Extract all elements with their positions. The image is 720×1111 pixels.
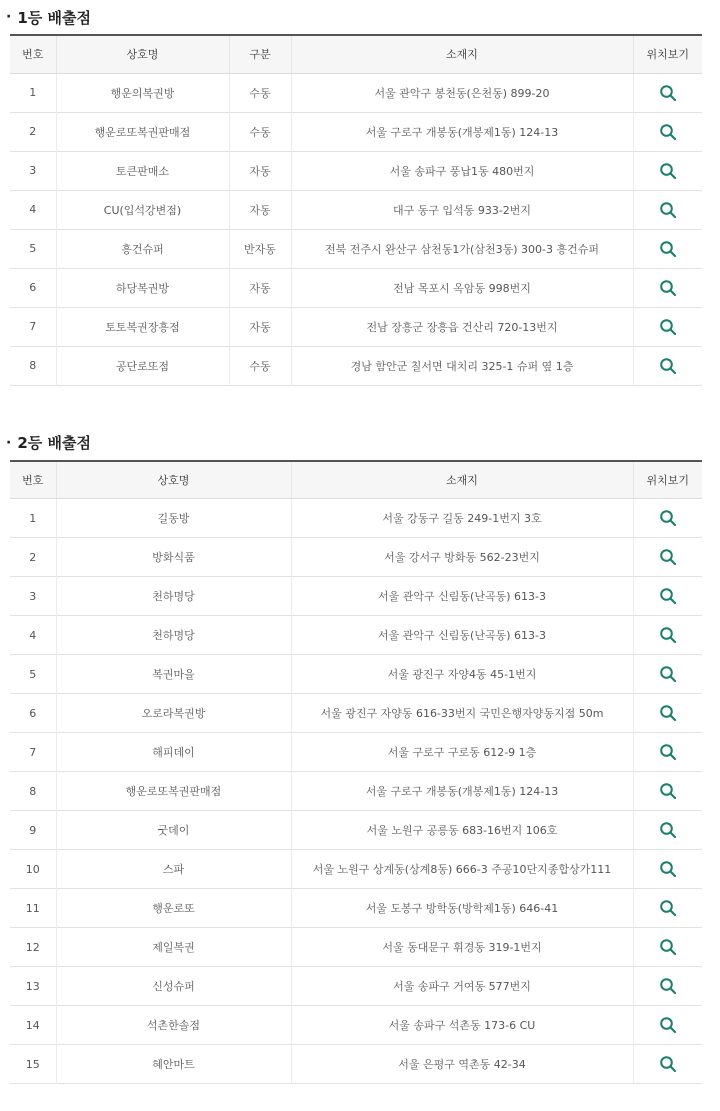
table-row xyxy=(10,967,702,1006)
cell-store-name: 공단로또점 xyxy=(56,346,229,385)
table-row xyxy=(10,616,702,655)
magnifier-icon[interactable] xyxy=(659,782,677,800)
cell-type: 자동 xyxy=(229,151,291,190)
header-location: 위치보기 xyxy=(633,35,702,73)
location-cell[interactable] xyxy=(633,538,702,577)
location-cell[interactable] xyxy=(633,151,702,190)
section-title-text: 2등 배출점 xyxy=(17,434,91,452)
cell-type: 자동 xyxy=(229,268,291,307)
table-row xyxy=(10,811,702,850)
cell-address: 서울 구로구 개봉동(개봉제1동) 124-13 xyxy=(291,112,633,151)
header-address: 소재지 xyxy=(291,461,633,499)
cell-store-name: 토큰판매소 xyxy=(56,151,229,190)
cell-type: 자동 xyxy=(229,190,291,229)
table-row xyxy=(10,1006,702,1045)
cell-number: 1 xyxy=(29,511,37,525)
cell-store-name: 신성슈퍼 xyxy=(56,967,291,1006)
header-store-name: 상호명 xyxy=(56,35,229,73)
cell-number: 10 xyxy=(25,862,40,876)
cell-store-name: 석촌한솔점 xyxy=(56,1006,291,1045)
magnifier-icon[interactable] xyxy=(659,977,677,995)
magnifier-icon[interactable] xyxy=(659,665,677,683)
table-row xyxy=(10,772,702,811)
table-row xyxy=(10,1045,702,1084)
cell-number: 11 xyxy=(25,901,40,915)
cell-number: 6 xyxy=(29,706,37,720)
first-prize-section xyxy=(0,0,720,386)
cell-number: 13 xyxy=(25,979,40,993)
magnifier-icon[interactable] xyxy=(659,123,677,141)
bullet-dot: · xyxy=(6,9,12,25)
cell-store-name: CU(입석강변점) xyxy=(56,190,229,229)
section-title xyxy=(0,0,720,34)
cell-address: 전남 장흥군 장흥읍 건산리 720-13번지 xyxy=(291,307,633,346)
cell-number: 6 xyxy=(29,281,37,294)
cell-store-name: 오로라복권방 xyxy=(56,694,291,733)
cell-address: 서울 송파구 석촌동 173-6 CU xyxy=(291,1006,633,1045)
table-row xyxy=(10,499,702,538)
cell-store-name: 혜안마트 xyxy=(56,1045,291,1084)
cell-address: 서울 은평구 역촌동 42-34 xyxy=(291,1045,633,1084)
header-address: 소재지 xyxy=(291,35,633,73)
cell-address: 서울 구로구 구로동 612-9 1층 xyxy=(291,733,633,772)
location-cell[interactable] xyxy=(633,889,702,928)
header-location: 위치보기 xyxy=(633,461,702,499)
table-row xyxy=(10,538,702,577)
location-cell[interactable] xyxy=(633,112,702,151)
cell-number: 5 xyxy=(29,242,37,255)
cell-store-name: 천하명당 xyxy=(56,577,291,616)
cell-number: 2 xyxy=(29,125,37,138)
magnifier-icon[interactable] xyxy=(659,509,677,527)
magnifier-icon[interactable] xyxy=(659,84,677,102)
location-cell[interactable] xyxy=(633,967,702,1006)
cell-address: 서울 노원구 공릉동 683-16번지 106호 xyxy=(291,811,633,850)
first-prize-table xyxy=(10,34,702,386)
cell-address: 대구 동구 입석동 933-2번지 xyxy=(291,190,633,229)
cell-store-name: 복권마을 xyxy=(56,655,291,694)
table-row xyxy=(10,268,702,307)
magnifier-icon[interactable] xyxy=(659,1016,677,1034)
location-cell[interactable] xyxy=(633,268,702,307)
table-row xyxy=(10,850,702,889)
cell-number: 4 xyxy=(29,628,37,642)
cell-number: 8 xyxy=(29,784,37,798)
table-row xyxy=(10,889,702,928)
magnifier-icon[interactable] xyxy=(659,162,677,180)
cell-address: 서울 도봉구 방학동(방학제1동) 646-41 xyxy=(291,889,633,928)
bullet-dot: · xyxy=(6,434,12,451)
cell-address: 서울 송파구 풍납1동 480번지 xyxy=(291,151,633,190)
cell-address: 서울 송파구 거여동 577번지 xyxy=(291,967,633,1006)
magnifier-icon[interactable] xyxy=(659,1055,677,1073)
cell-store-name: 제일복권 xyxy=(56,928,291,967)
table-row xyxy=(10,229,702,268)
magnifier-icon[interactable] xyxy=(659,860,677,878)
table-row xyxy=(10,694,702,733)
location-cell[interactable] xyxy=(633,811,702,850)
cell-number: 7 xyxy=(29,745,37,759)
table-header-row xyxy=(10,35,702,73)
header-number: 번호 xyxy=(10,461,56,499)
cell-store-name: 행운로또 xyxy=(56,889,291,928)
header-number: 번호 xyxy=(10,35,56,73)
location-cell[interactable] xyxy=(633,499,702,538)
magnifier-icon[interactable] xyxy=(659,899,677,917)
table-row xyxy=(10,655,702,694)
cell-number: 8 xyxy=(29,359,37,372)
magnifier-icon[interactable] xyxy=(659,201,677,219)
header-store-name: 상호명 xyxy=(56,461,291,499)
table-row xyxy=(10,577,702,616)
second-prize-section xyxy=(0,426,720,1085)
cell-number: 3 xyxy=(29,589,37,603)
location-cell[interactable] xyxy=(633,1006,702,1045)
section-title xyxy=(0,426,720,460)
cell-store-name: 행운로또복권판매점 xyxy=(56,772,291,811)
cell-address: 서울 관악구 신림동(난곡동) 613-3 xyxy=(291,616,633,655)
location-cell[interactable] xyxy=(633,694,702,733)
section-title-text: 1등 배출점 xyxy=(17,8,91,27)
cell-address: 서울 강동구 길동 249-1번지 3호 xyxy=(291,499,633,538)
magnifier-icon[interactable] xyxy=(659,548,677,566)
location-cell[interactable] xyxy=(633,307,702,346)
cell-address: 서울 강서구 방화동 562-23번지 xyxy=(291,538,633,577)
cell-type: 반자동 xyxy=(229,229,291,268)
cell-number: 2 xyxy=(29,550,37,564)
cell-address: 서울 노원구 상계동(상계8동) 666-3 주공10단지종합상가111 xyxy=(291,850,633,889)
location-cell[interactable] xyxy=(633,772,702,811)
table-row xyxy=(10,73,702,112)
location-cell[interactable] xyxy=(633,577,702,616)
cell-store-name: 길동방 xyxy=(56,499,291,538)
cell-number: 4 xyxy=(29,203,37,216)
location-cell[interactable] xyxy=(633,733,702,772)
location-cell[interactable] xyxy=(633,346,702,385)
location-cell[interactable] xyxy=(633,229,702,268)
cell-address: 서울 동대문구 휘경동 319-1번지 xyxy=(291,928,633,967)
cell-type: 수동 xyxy=(229,346,291,385)
magnifier-icon[interactable] xyxy=(659,587,677,605)
magnifier-icon[interactable] xyxy=(659,938,677,956)
table-row xyxy=(10,928,702,967)
location-cell[interactable] xyxy=(633,190,702,229)
cell-address: 서울 관악구 신림동(난곡동) 613-3 xyxy=(291,577,633,616)
magnifier-icon[interactable] xyxy=(659,357,677,375)
cell-number: 5 xyxy=(29,667,37,681)
cell-address: 서울 광진구 자양동 616-33번지 국민은행자양동지점 50m xyxy=(291,694,633,733)
location-cell[interactable] xyxy=(633,616,702,655)
table-header-row xyxy=(10,461,702,499)
table-row xyxy=(10,733,702,772)
location-cell[interactable] xyxy=(633,928,702,967)
cell-store-name: 하당복권방 xyxy=(56,268,229,307)
cell-number: 14 xyxy=(25,1018,40,1032)
magnifier-icon[interactable] xyxy=(659,279,677,297)
cell-type: 수동 xyxy=(229,73,291,112)
cell-store-name: 굿데이 xyxy=(56,811,291,850)
cell-type: 자동 xyxy=(229,307,291,346)
location-cell[interactable] xyxy=(633,1045,702,1084)
cell-store-name: 방화식품 xyxy=(56,538,291,577)
cell-number: 7 xyxy=(29,320,37,333)
cell-number: 12 xyxy=(25,940,40,954)
cell-address: 서울 광진구 자양4동 45-1번지 xyxy=(291,655,633,694)
table-row xyxy=(10,190,702,229)
cell-store-name: 스파 xyxy=(56,850,291,889)
cell-number: 1 xyxy=(29,86,37,99)
cell-address: 서울 관악구 봉천동(은천동) 899-20 xyxy=(291,73,633,112)
cell-store-name: 행운로또복권판매점 xyxy=(56,112,229,151)
header-type: 구분 xyxy=(229,35,291,73)
cell-store-name: 해피데이 xyxy=(56,733,291,772)
cell-number: 15 xyxy=(25,1057,40,1071)
cell-type: 수동 xyxy=(229,112,291,151)
cell-store-name: 토토복권장흥점 xyxy=(56,307,229,346)
table-row xyxy=(10,307,702,346)
cell-address: 서울 구로구 개봉동(개봉제1동) 124-13 xyxy=(291,772,633,811)
cell-store-name: 천하명당 xyxy=(56,616,291,655)
cell-address: 전남 목포시 옥암동 998번지 xyxy=(291,268,633,307)
magnifier-icon[interactable] xyxy=(659,240,677,258)
cell-number: 9 xyxy=(29,823,37,837)
cell-address: 경남 함안군 칠서면 대치리 325-1 슈퍼 옆 1층 xyxy=(291,346,633,385)
magnifier-icon[interactable] xyxy=(659,743,677,761)
cell-address: 전북 전주시 완산구 삼천동1가(삼천3동) 300-3 흥건슈퍼 xyxy=(291,229,633,268)
location-cell[interactable] xyxy=(633,73,702,112)
table-row xyxy=(10,151,702,190)
second-prize-table xyxy=(10,460,702,1085)
location-cell[interactable] xyxy=(633,850,702,889)
magnifier-icon[interactable] xyxy=(659,704,677,722)
magnifier-icon[interactable] xyxy=(659,821,677,839)
cell-store-name: 행운의복권방 xyxy=(56,73,229,112)
cell-store-name: 흥건슈퍼 xyxy=(56,229,229,268)
cell-number: 3 xyxy=(29,164,37,177)
magnifier-icon[interactable] xyxy=(659,626,677,644)
table-row xyxy=(10,346,702,385)
location-cell[interactable] xyxy=(633,655,702,694)
table-row xyxy=(10,112,702,151)
magnifier-icon[interactable] xyxy=(659,318,677,336)
